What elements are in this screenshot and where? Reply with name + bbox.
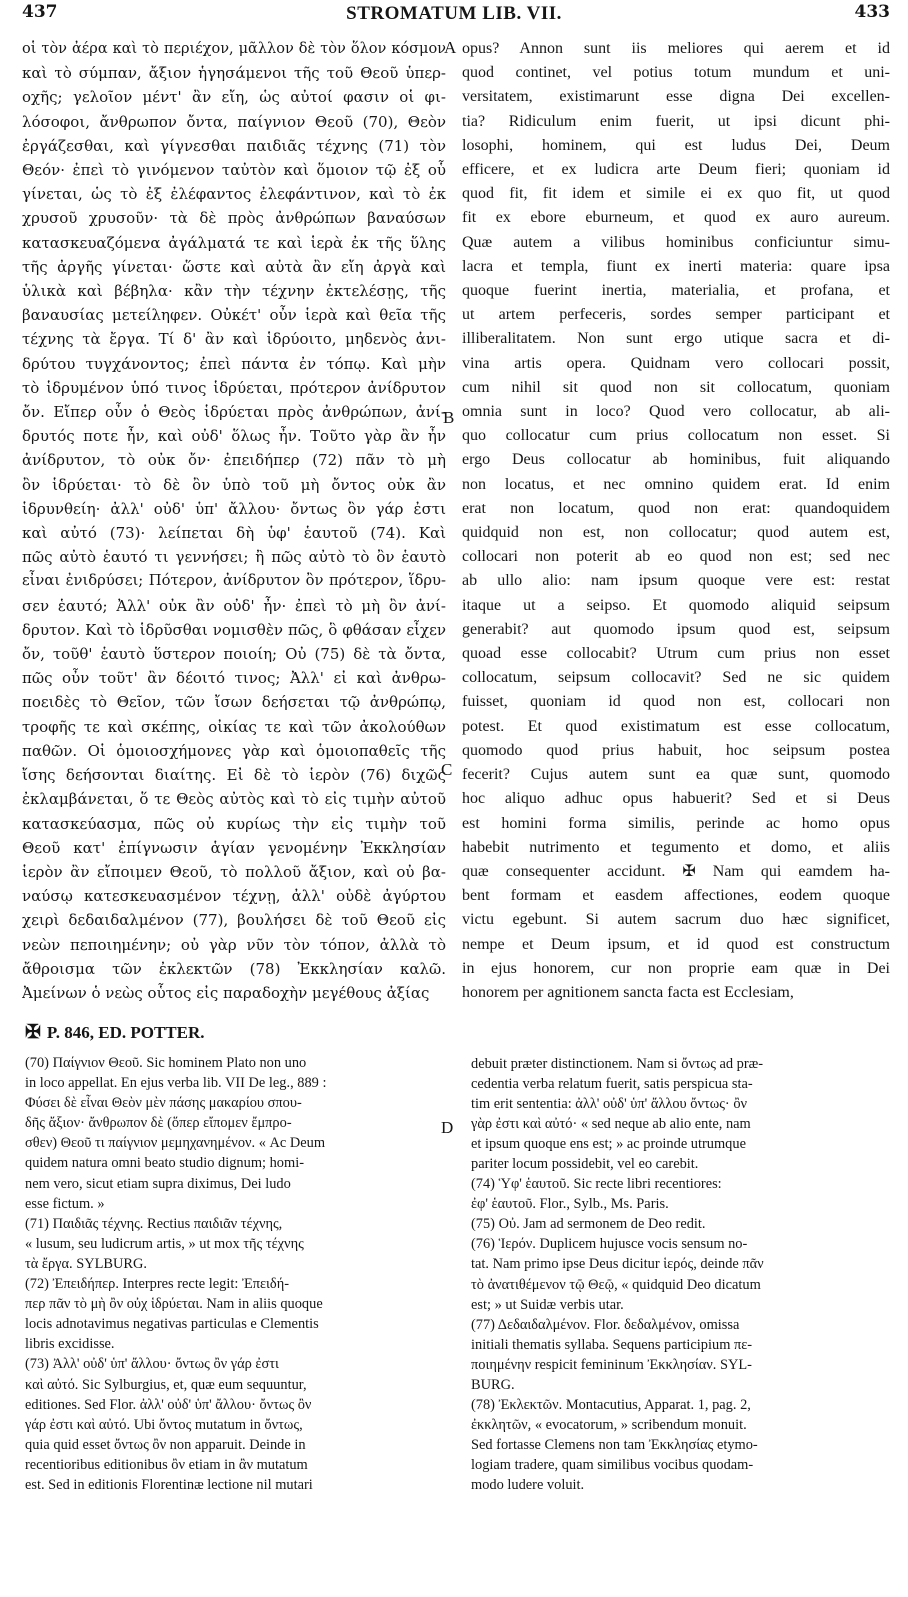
latin-text-line: collocari non poterit ab eo quod non est; sed nec [462,548,890,566]
footnote-line: ἐφ' ἑαυτοῦ. Flor., Sylb., Ms. Paris. [471,1196,669,1213]
latin-text-line: generabit? aut quomodo ipsum quod est, seipsum [462,620,890,638]
page-number-right: 433 [854,2,890,22]
greek-text-line: ὂν ἱδρύεται· τὸ δὲ ὂν ὑπὸ τοῦ μὴ ὄντος οὐκ ἂν [22,475,446,494]
latin-text-line: quæ consequenter accidunt. ✠ Nam qui eamdem ha- [462,862,890,880]
latin-text-line: quod fit, fit idem et simile ei ex quo fit, ut quod [462,185,890,203]
greek-text-line: εἶναι ἐνιδρύσει; Πότερον, ἀνίδρυτον ὂν πρότερον, ἵδρυ- [22,572,446,590]
latin-text-line: Quæ autem a vilibus hominibus conficiuntur simu- [462,233,890,251]
latin-text-line: quo collocatur cum prius collocatum non esset. Si [462,427,890,445]
greek-text-line: δρύτου τυγχάνοντος; ἐπεὶ πάντα ἐν τόπῳ. Καὶ μὴν [22,354,446,373]
footnote-line: quia quid esset ὄντως ὂν non apparuit. Deinde in [25,1436,306,1453]
latin-text-line: lacra et templa, fiunt ex inerti materia: quare ipsa [462,257,890,275]
latin-text-line: victu egebunt. Si autem sacrum duo hæc significet, [462,911,890,929]
latin-text-line: ab ullo alio: nam ipsum quoque vere est: restat [462,572,890,590]
greek-text-line: οχῆς; γελοῖον μέντ' ἂν εἴη, ὡς αὐτοί φασιν οἱ φι- [22,88,446,107]
footnote-line: recentioribus editionibus ὂν etiam in ἂν mutatum [25,1456,308,1473]
latin-text-line: hoc aliquo adhuc opus habuerit? Sed et si Deus [462,790,890,808]
greek-text-line: Θεοῦ κατ' ἐπίγνωσιν ἁγίαν γενομένην Ἐκκλησίαν [22,838,446,857]
footnote-line: quidem natura omni beato studio dignum; homi- [25,1155,304,1172]
footnote-line: ποιημένην respicit femininum Ἐκκλησίαν. SYL- [471,1356,752,1373]
greek-text-line: ἄθροισμα τῶν ἐκλεκτῶν (78) Ἐκκλησίαν καλῶ. [22,959,446,978]
greek-text-line: πῶς οὖν τοῦτ' ἂν δέοιτό τινος; Ἀλλ' εἰ καὶ ἀνθρω- [22,669,446,688]
latin-text-line: quidquid non est, non collocatur; quod autem est, [462,524,890,542]
greek-text-line: χειρὶ δεδαιδαλμένον (77), βουλήσει δὲ τοῦ Θεοῦ εἰς [22,911,446,930]
footnote-line: (73) Ἀλλ' οὐδ' ὑπ' ἄλλου· ὄντως ὂν γάρ ἐστι [25,1356,279,1373]
margin-letter-d: D [441,1118,454,1137]
footnote-line: ἐκκλητῶν, « evocatorum, » scribendum monuit. [471,1416,747,1433]
footnote-line: modo ludere voluit. [471,1476,585,1493]
latin-text-line: quomodo quod prius habuit, hoc seipsum postea [462,741,890,759]
greek-text-line: βαναυσίας μετείληφεν. Οὐκέτ' οὖν ἱερὰ καὶ θεῖα τῆς [22,306,446,325]
footnote-line: Sed fortasse Clemens non tam Ἐκκλησίας etymo- [471,1436,758,1453]
latin-text-line: potest. Et quod existimatum est esse collocatum, [462,717,890,735]
greek-text-line: τέχνης τὰ ἔργα. Τί δ' ἂν καὶ ἱδρύοιτο, μηδενὸς ἀνι- [22,330,446,349]
footnote-line: debuit præter distinctionem. Nam si ὄντως ad præ- [471,1056,764,1072]
latin-text-line: est homini forma similis, perinde ac homo opus [462,814,890,832]
latin-text-line: bent formam et easdem affectiones, eodem quoque [462,887,890,905]
footnote-line: γάρ ἐστι καὶ αὐτό. Ubi ὄντος mutatum in ὄντως, [25,1416,303,1433]
footnote-line: BURG. [471,1376,515,1393]
greek-text-line: κατασκευαζόμενα ἀγάλματά τε καὶ ἱερὰ ἐκ τῆς ὕλης [22,233,446,252]
latin-text-line: honorem per agnitionem sancta facta est Ecclesiam, [462,983,794,1001]
footnote-line: nem vero, sicut etiam supra diximus, Dei ludo [25,1175,291,1192]
greek-text-line: ναύσῳ κατεσκευασμένον τέχνῃ, ἀλλ' οὐδὲ ἀγύρτου [22,887,446,906]
latin-text-line: quoad esse collocabit? Utrum cum prius non esset [462,645,890,663]
footnote-line: (77) Δεδαιδαλμένον. Flor. δεδαλμένον, omissa [471,1316,740,1333]
latin-text-line: habebit nutrimento et tegumento et domo, et aliis [462,838,890,856]
greek-text-line: καὶ τὸ σύμπαν, ἄξιον ἡγησάμενοι τῆς τοῦ Θεοῦ ὑπερ- [22,64,446,83]
latin-text-line: itaque ut a seipso. Et quomodo aliquid seipsum [462,596,890,614]
latin-text-line: fecerit? Cujus autem sunt ea quæ sunt, quomodo [462,766,890,784]
footnote-line: editiones. Sed Flor. ἀλλ' οὐδ' ὑπ' ἄλλου· ὄντως ὂν [25,1396,312,1413]
greek-text-line: Θεόν· ἐπεὶ τὸ γινόμενον ταὐτὸν καὶ ὅμοιον τῷ ἐξ οὗ [22,161,446,180]
footnote-line: in loco appellat. En ejus verba lib. VII De leg., 889 : [25,1075,327,1092]
greek-text-line: Ἀμείνων ὁ νεὼς οὗτος εἰς παραδοχὴν μεγέθους ἀξίας [22,983,430,1002]
footnote-line: esse fictum. » [25,1195,105,1212]
greek-text-line: ἐκλαμβάνεται, ὅ τε Θεὸς αὐτὸς καὶ τὸ εἰς τιμὴν αὐτοῦ [22,790,446,809]
greek-text-line: ἐργάζεσθαι, καὶ γίγνεσθαι παιδιᾶς τέχνης (71) τὸν [22,136,446,155]
footnote-line: libris excidisse. [25,1336,115,1353]
greek-text-line: καὶ αὐτό (73)· λείπεται δὴ ὑφ' ἑαυτοῦ (74). Καὶ [22,524,446,543]
footnote-line: tat. Nam primo ipse Deus dicitur ἱερός, deinde πᾶν [471,1256,764,1273]
latin-text-line: omnia sunt in loco? Quod vero collocatur, ab ali- [462,403,890,421]
footnote-line: περ πᾶν τὸ μὴ ὂν οὐχ ἱδρύεται. Nam in aliis quoque [25,1296,323,1313]
latin-text-line: cum nihil sit quod non sit collocatum, quoniam [462,378,890,396]
footnote-line: (74) Ὑφ' ἑαυτοῦ. Sic recte libri recentiores: [471,1176,722,1193]
footnote-line: cedentia verba relatum fuerit, satis perspicua sta- [471,1076,753,1093]
margin-letter-c: C [441,760,453,779]
margin-letter-a: A [444,38,457,57]
greek-text-line: πῶς αὐτὸ ἑαυτό τι γεννήσει; ἢ πῶς αὐτὸ τὸ ὂν ἑαυτὸ [22,548,446,567]
greek-text-line: δρυτον. Καὶ τὸ ἱδρῦσθαι νομισθὲν πῶς, ὃ φθάσαν εἶχεν [22,620,446,639]
latin-text-line: versitatem, existimarunt esse digna Dei excellen- [462,88,890,106]
latin-text-line: ut artem perfeceris, sordes semper participant et [462,306,890,324]
footnote-line: καὶ αὐτό. Sic Sylburgius, et, quæ eum sequuntur, [25,1376,307,1393]
footnote-line: (76) Ἱερόν. Duplicem hujusce vocis sensum no- [471,1236,748,1253]
greek-text-line: ὄν, τοῦθ' ἑαυτὸ ὕστερον ποιοίη; Οὐ (75) δὲ τὰ ὄντα, [22,645,446,664]
latin-text-line: non locatus, et nec omnino quidem erat. Id enim [462,475,890,493]
edition-marker [25,1021,205,1044]
latin-text-line: opus? Annon sunt iis meliores qui aerem et id [462,40,890,57]
greek-text-line: ἴσης δεήσονται διαίτης. Εἰ δὲ τὸ ἱερὸν (76) διχῶς [22,766,446,785]
latin-text-line: vina artis opera. Quidnam vero collocari possit, [462,354,890,372]
greek-text-column [22,37,446,1005]
edition-marker-text: P. 846, ED. POTTER. [46,1023,205,1042]
greek-text-line: τῆς ἀργῆς γίνεται· ὥστε καὶ αὐτὰ ἂν εἴη ἀργὰ καὶ [22,257,446,276]
latin-text-line: collocatum, seipsum collocavit? Sed ne sic quidem [462,669,890,687]
greek-text-line: ἱερὸν ἂν εἴποιμεν Θεοῦ, τὸ πολλοῦ ἄξιον, καὶ οὐ βα- [22,862,446,881]
latin-text-line: efficere, et ex ludicra arte Deum fieri; quoniam id [462,161,890,179]
footnote-line: est. Sed in editionis Florentinæ lectione nil mutari [25,1476,313,1493]
footnote-line: locis adnotavimus negativas particulas e Clementis [25,1316,319,1333]
page-number-left: 437 [22,2,58,22]
footnotes-left-column [25,1053,433,1495]
latin-text-line: quod continet, vel potius totum mundum et uni- [462,64,890,82]
greek-text-line: κατασκεύασμα, πῶς οὐ κυρίως τὴν εἰς τιμὴν τοῦ [22,814,446,833]
latin-text-line: ergo Deus collocatur ab hominibus, fuit aliquando [462,451,890,469]
footnote-line: τὰ ἔργα. SYLBURG. [25,1255,148,1272]
footnote-line: (71) Παιδιᾶς τέχνης. Rectius παιδιᾶν τέχνης, [25,1215,283,1232]
footnote-line: τὸ ἀνατιθέμενον τῷ Θεῷ, « quidquid Deo dicatum [471,1276,761,1293]
greek-text-line: τροφῆς τε καὶ σκέπης, οἰκίας τε καὶ τῶν ἀκολούθων [22,717,446,736]
maltese-cross-icon: ✠ [25,1022,41,1043]
footnote-line: (72) Ἐπειδήπερ. Interpres recte legit: Ἐπειδή- [25,1276,290,1293]
footnote-line: (70) Παίγνιον Θεοῦ. Sic hominem Plato non uno [25,1055,307,1071]
greek-text-line: λόσοφοι, ἄνθρωπον ὄντα, παίγνιον Θεοῦ (70), Θεὸν [22,112,446,131]
greek-text-line: ἱδρυνθείη· ἀλλ' οὐδ' ὑπ' ἄλλου· ὄντως ὂν γάρ ἐστι [22,499,446,518]
footnotes-right-column [471,1054,889,1495]
margin-letter-b: B [443,408,455,427]
greek-text-line: δρυτός ποτε ἦν, καὶ οὐδ' ὅλως ἦν. Τοῦτο γὰρ ἂν ἦν [22,427,446,446]
greek-text-line: ποειδὲς τὸ Θεῖον, τῶν ἴσων δεήσεται τῷ ἀνθρώπῳ, [22,693,446,712]
footnote-line: « lusum, seu ludicrum artis, » ut mox τῆς τέχνης [25,1235,304,1252]
latin-text-line: fit ex ebore eburneum, et quod ex auro aureum. [462,209,890,227]
footnote-line: tim erit sententia: ἀλλ' οὐδ' ὑπ' ἄλλου ὄντως· ὂν [471,1096,748,1113]
latin-text-line: quoque fuerint inertia, materialia, et profana, et [462,282,890,300]
latin-text-line: illiberalitatem. Non sunt ergo utique sacra et di- [462,330,890,348]
greek-text-line: τὸ ἱδρυμένον ὑπό τινος ἱδρύεται, πρότερον ἀνίδρυτον [22,378,446,397]
greek-text-line: χρυσοῦ χρυσοῦν· τὰ δὲ πρὸς ἀνθρώπων βαναύσων [22,209,446,228]
greek-text-line: γίνεται, ὡς τὸ ἐξ ἐλέφαντος ἐλεφάντινον, καὶ τὸ ἐκ [22,185,446,204]
footnote-line: γὰρ ἐστι καὶ αὐτό· « sed neque ab alio ente, nam [471,1116,751,1133]
greek-text-line: νεὼν πεποιημένην; οὐ γὰρ νῦν τὸν τόπον, ἀλλὰ τὸ [22,935,446,954]
footnote-line: δῆς ἄξιον· ἄνθρωπον δὲ (ὅπερ εἴπομεν ἔμπρο- [25,1115,292,1132]
footnote-line: (78) Ἐκλεκτῶν. Montacutius, Apparat. 1, pag. 2, [471,1396,751,1413]
footnote-line: logiam tradere, quam similibus vocibus quodam- [471,1456,754,1473]
latin-text-line: nempe et Deum ipsum, et id quod est constructum [462,935,890,953]
running-title: STROMATUM LIB. VII. [346,3,562,24]
footnote-line: (75) Οὐ. Jam ad sermonem de Deo redit. [471,1216,706,1233]
greek-text-line: ὑλικὰ καὶ βέβηλα· κἂν τὴν τέχνην ἐκτελέσῃς, τῆς [22,282,446,301]
footnote-line: initiali thematis syllaba. Sequens participium πε- [471,1336,753,1353]
greek-text-line: ἀνίδρυτον, τὸ οὐκ ὄν· ἐπειδήπερ (72) πᾶν τὸ μὴ [22,451,446,470]
greek-text-line: παθῶν. Οἱ ὁμοιοσχήμονες γὰρ καὶ ὁμοιοπαθεῖς τῆς [22,741,446,760]
latin-text-line: erat non locatum, quod non erat: quandoquidem [462,499,890,517]
footnote-line: Φύσει δὲ εἶναι Θεὸν μὲν πάσης μακαρίου σπου- [25,1095,302,1112]
greek-text-line: ὄν. Εἴπερ οὖν ὁ Θεὸς ἱδρύεται πρὸς ἀνθρώπων, ἀνί- [22,403,446,422]
latin-text-line: in ejus honorem, cur non proprie eam quæ in Dei [462,959,890,977]
footnote-line: σθεν) Θεοῦ τι παίγνιον μεμηχανημένον. « Ac Deum [25,1135,326,1152]
footnote-line: pariter locum possidebit, vel eo carebit. [471,1156,699,1173]
latin-text-column [462,37,890,1005]
latin-text-line: losophi, hominem, qui est ludus Dei, Deum [462,136,890,154]
latin-text-line: tia? Ridiculum enim fuerit, ut ipsi dicunt phi- [462,112,890,130]
greek-text-line: σεν ἑαυτό; Ἀλλ' οὐκ ἂν οὐδ' ἦν· ἐπεὶ τὸ μὴ ὂν ἀνί- [22,596,446,615]
latin-text-line: fuisset, quoniam id quod non est, collocari non [462,693,890,711]
footnote-line: est; » ut Suidæ verbis utar. [471,1296,624,1313]
footnote-line: et ipsum quoque ens est; » ac proinde utrumque [471,1136,746,1153]
greek-text-line: οἱ τὸν ἀέρα καὶ τὸ περιέχον, μᾶλλον δὲ τὸν ὅλον κόσμον [22,41,446,57]
